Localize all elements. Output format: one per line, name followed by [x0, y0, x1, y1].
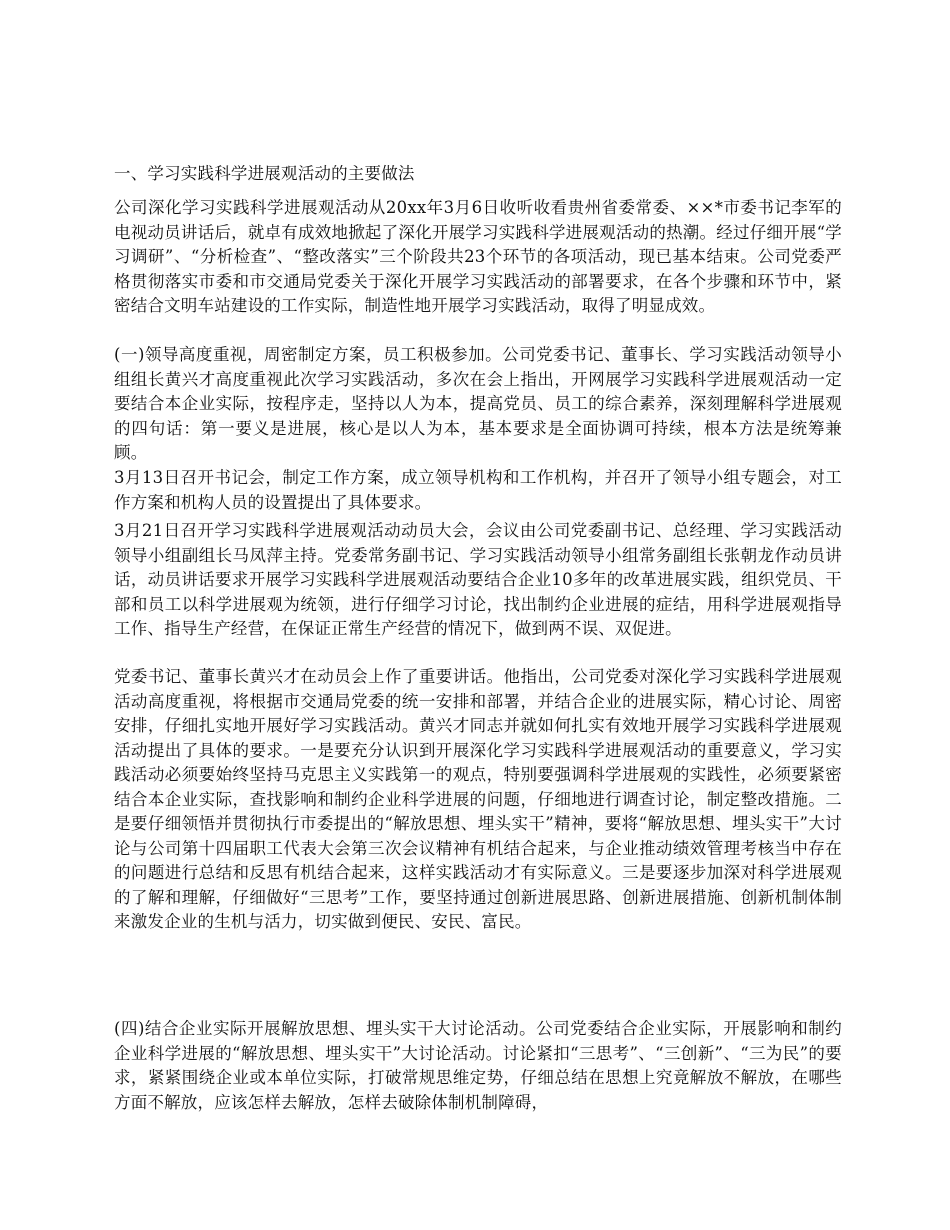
- paragraph-intro: 公司深化学习实践科学进展观活动从20xx年3月6日收听收看贵州省委常委、××*市委书记李军的电视动员讲话后，就卓有成效地掀起了深化开展学习实践科学进展观活动的热潮。经过仔细开展“学习调研”、“分析检查”、“整改落实”三个阶段共23个环节的各项活动，现已基本结束。公司党委严格贯彻落实市委和市交通局党委关于深化开展学习实践活动的部署要求，在各个步骤和环节中，紧密结合文明车站建设的工作实际，制造性地开展学习实践活动，取得了明显成效。: [114, 198, 842, 315]
- paragraph-leadership: (一)领导高度重视，周密制定方案，员工积极参加。公司党委书记、董事长、学习实践活动领导小组组长黄兴才高度重视此次学习实践活动，多次在会上指出，开网展学习实践科学进展观活动一定要结合本企业实际，按程序走，坚持以人为本，提高党员、员工的综合素养，深刻理解科学进展观的四句话：第一要义是进展，核心是以人为本，基本要求是全面协调可持续，根本方法是统筹兼顾。: [114, 345, 842, 462]
- paragraph-secretary-meeting: 3月13日召开书记会，制定工作方案，成立领导机构和工作机构，并召开了领导小组专题会，对工作方案和机构人员的设置提出了具体要求。: [114, 468, 842, 512]
- paragraph-discussion-activity: (四)结合企业实际开展解放思想、埋头实干大讨论活动。公司党委结合企业实际，开展影响和制约企业科学进展的“解放思想、埋头实干”大讨论活动。讨论紧扣“三思考”、“三创新”、“三为民”的要求，紧紧围绕企业或本单位实际，打破常规思维定势，仔细总结在思想上究竟解放不解放，在哪些方面不解放，应该怎样去解放，怎样去破除体制机制障碍，: [114, 1019, 842, 1112]
- section-heading: 一、学习实践科学进展观活动的主要做法: [114, 164, 415, 183]
- paragraph-speech: 党委书记、董事长黄兴才在动员会上作了重要讲话。他指出，公司党委对深化学习实践科学进展观活动高度重视，将根据市交通局党委的统一安排和部署，并结合企业的进展实际，精心讨论、周密安排，仔细扎实地开展好学习实践活动。黄兴才同志并就如何扎实有效地开展学习实践科学进展观活动提出了具体的要求。一是要充分认识到开展深化学习实践科学进展观活动的重要意义，学习实践活动必须要始终坚持马克思主义实践第一的观点，特别要强调科学进展观的实践性，必须要紧密结合本企业实际，查找影响和制约企业科学进展的问题，仔细地进行调查讨论，制定整改措施。二是要仔细领悟并贯彻执行市委提出的“解放思想、埋头实干”精神，要将“解放思想、埋头实干”大讨论与公司第十四届职工代表大会第三次会议精神有机结合起来，与企业推动绩效管理考核当中存在的问题进行总结和反思有机结合起来，这样实践活动才有实际意义。三是要逐步加深对科学进展观的了解和理解，仔细做好“三思考”工作，要坚持通过创新进展思路、创新进展措施、创新机制体制来激发企业的生机与活力，切实做到便民、安民、富民。: [114, 667, 842, 931]
- paragraph-mobilization-meeting: 3月21日召开学习实践科学进展观活动动员大会，会议由公司党委副书记、总经理、学习实践活动领导小组副组长马凤萍主持。党委常务副书记、学习实践活动领导小组常务副组长张朝龙作动员讲话，动员讲话要求开展学习实践科学进展观活动要结合企业10多年的改革进展实践，组织党员、干部和员工以科学进展观为统领，进行仔细学习讨论，找出制约企业进展的症结，用科学进展观指导工作、指导生产经营，在保证正常生产经营的情况下，做到两不误、双促进。: [114, 521, 842, 638]
